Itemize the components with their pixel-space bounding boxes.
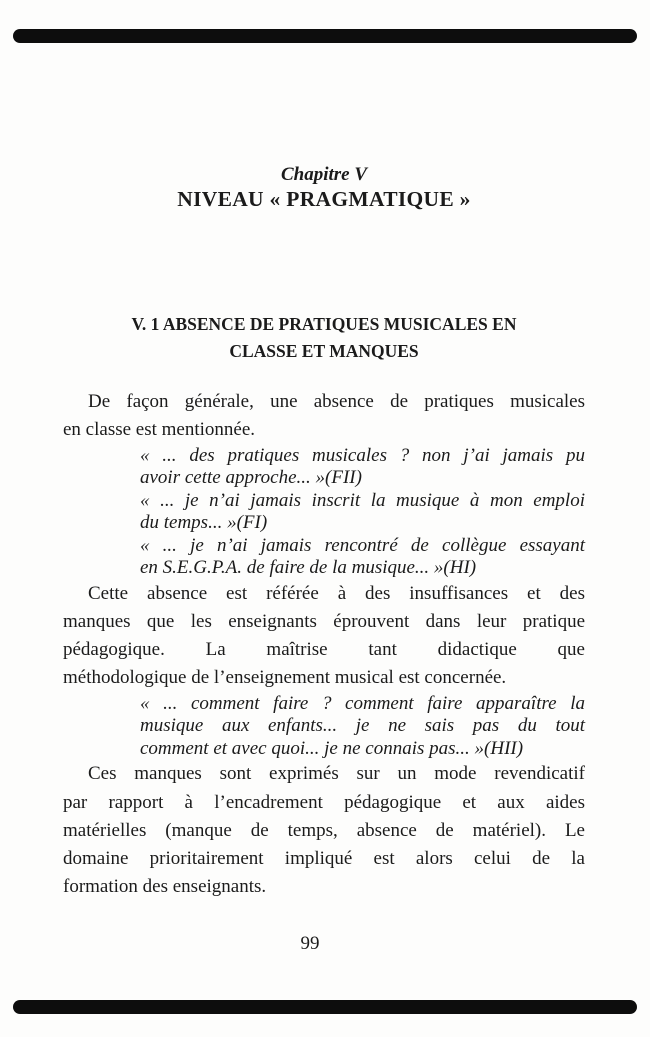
chapter-header [63,163,585,212]
chapter-label: Chapitre V [280,164,368,185]
paragraph-line: Cette absence est référée à des insuffisances et des [88,582,585,604]
paragraph-line: en classe est mentionnée. [63,419,256,441]
paragraph-line: formation des enseignants. [63,876,267,898]
quotation-line: « ... comment faire ? comment faire apparaître la [140,692,585,714]
body-text [63,388,585,902]
quotation [63,445,585,490]
quotation [63,490,585,535]
paragraph-line: Ces manques sont exprimés sur un mode revendicatif [88,763,585,785]
quotation-line: « ... des pratiques musicales ? non j’ai jamais pu [140,444,585,466]
paragraph-line: domaine prioritairement impliqué est alors celui de la [63,848,585,870]
paragraph-line: méthodologique de l’enseignement musical est concernée. [63,667,507,689]
quotation-line: avoir cette approche... »(FII) [140,467,362,489]
body-paragraph [63,760,585,901]
quotation-line: « ... je n’ai jamais rencontré de collègue essayant [140,534,585,556]
quotation-line: du temps... »(FI) [140,512,268,534]
body-paragraph [63,580,585,693]
paragraph-line: pédagogique. La maîtrise tant didactique que [63,639,585,661]
chapter-title: NIVEAU « PRAGMATIQUE » [177,187,471,211]
body-paragraph [63,388,585,445]
section-heading-line: V. 1 ABSENCE DE PRATIQUES MUSICALES EN [131,314,517,334]
section-heading [63,311,585,365]
section-heading-line: CLASSE ET MANQUES [229,341,419,361]
quotation-line: « ... je n’ai jamais inscrit la musique à mon emploi [140,489,585,511]
scan-artifact-bar-bottom [13,1000,637,1014]
page-number: 99 [300,933,320,954]
quotation [63,693,585,761]
quotation-line: en S.E.G.P.A. de faire de la musique... »(HI) [140,557,477,579]
paragraph-line: matérielles (manque de temps, absence de matériel). Le [63,819,585,841]
quotation-line: musique aux enfants... je ne sais pas du tout [140,715,585,737]
paragraph-line: De façon générale, une absence de pratiques musicales [88,391,585,412]
paragraph-line: par rapport à l’encadrement pédagogique et aux aides [63,791,585,813]
quotation-line: comment et avec quoi... je ne connais pas... »(HII) [140,737,524,759]
quotation [63,535,585,580]
scan-artifact-bar-top [13,29,637,43]
paragraph-line: manques que les enseignants éprouvent dans leur pratique [63,610,585,632]
